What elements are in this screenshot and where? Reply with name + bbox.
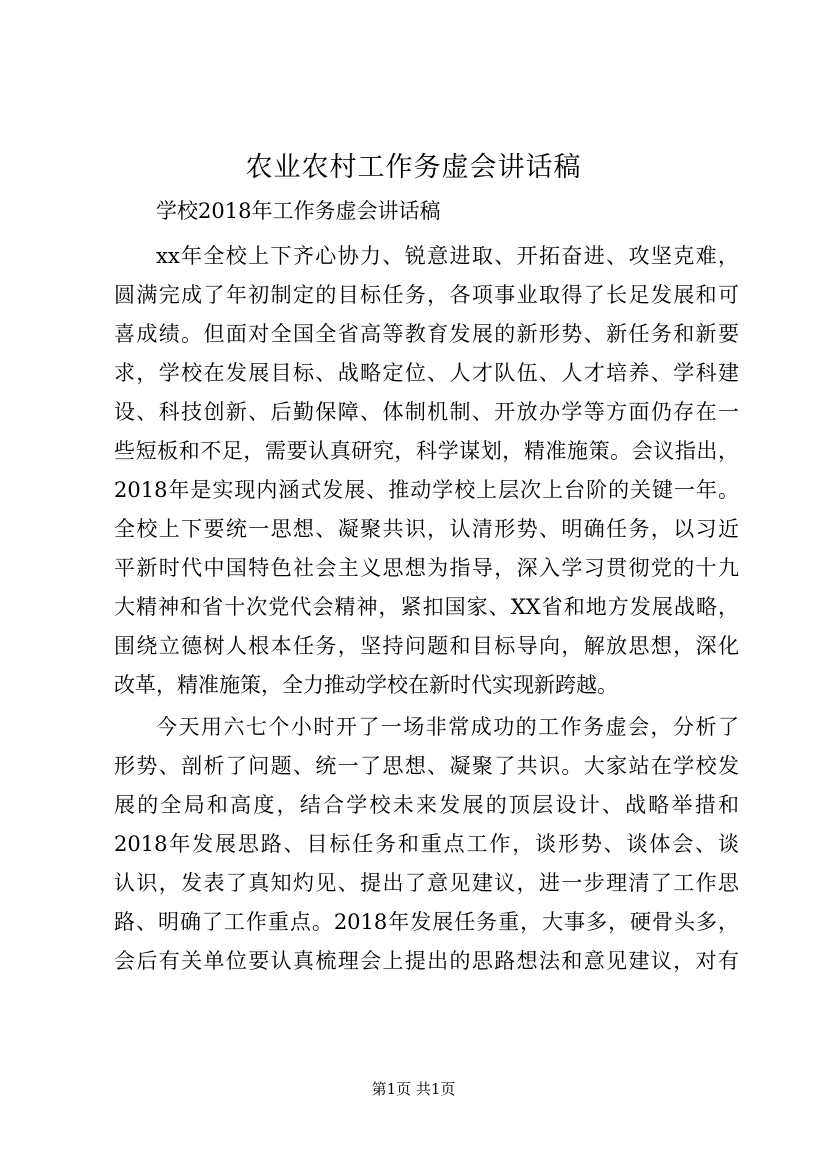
- body-line: xx年全校上下齐心协力、锐意进取、开拓奋进、攻坚克难，: [156, 244, 739, 268]
- body-line: 改革，精准施策，全力推动学校在新时代实现新跨越。: [114, 673, 618, 697]
- body-line: 喜成绩。但面对全国全省高等教育发展的新形势、新任务和新要: [114, 322, 739, 346]
- body-line: 2018年发展思路、目标任务和重点工作，谈形势、谈体会、谈: [114, 832, 739, 856]
- body-line: 认识，发表了真知灼见、提出了意见建议，进一步理清了工作思: [114, 871, 739, 895]
- body-line: 圆满完成了年初制定的目标任务，各项事业取得了长足发展和可: [114, 283, 739, 307]
- body-line: 路、明确了工作重点。2018年发展任务重，大事多，硬骨头多，: [114, 910, 739, 934]
- body-line: 会后有关单位要认真梳理会上提出的思路想法和意见建议，对有: [114, 949, 739, 973]
- body-line: 平新时代中国特色社会主义思想为指导，深入学习贯彻党的十九: [114, 556, 739, 580]
- body-line: 展的全局和高度，结合学校未来发展的顶层设计、战略举措和: [114, 793, 739, 817]
- body-line: 围绕立德树人根本任务，坚持问题和目标导向，解放思想，深化: [114, 634, 739, 658]
- body-line: 形势、剖析了问题、统一了思想、凝聚了共识。大家站在学校发: [114, 754, 739, 778]
- body-line: 2018年是实现内涵式发展、推动学校上层次上台阶的关键一年。: [114, 478, 739, 502]
- body-line: 求，学校在发展目标、战略定位、人才队伍、人才培养、学科建: [114, 361, 739, 385]
- body-line: 大精神和省十次党代会精神，紧扣国家、XX省和地方发展战略，: [114, 595, 739, 619]
- body-line: 全校上下要统一思想、凝聚共识，认清形势、明确任务，以习近: [114, 517, 739, 541]
- subtitle-line: 学校2018年工作务虚会讲话稿: [156, 199, 441, 223]
- body-line: 些短板和不足，需要认真研究，科学谋划，精准施策。会议指出，: [114, 439, 739, 463]
- body-line: 设、科技创新、后勤保障、体制机制、开放办学等方面仍存在一: [114, 400, 739, 424]
- page-footer: 第1页 共1页: [371, 1080, 456, 1098]
- document-title: 农业农村工作务虚会讲话稿: [245, 152, 582, 183]
- body-line: 今天用六七个小时开了一场非常成功的工作务虚会，分析了: [156, 715, 739, 739]
